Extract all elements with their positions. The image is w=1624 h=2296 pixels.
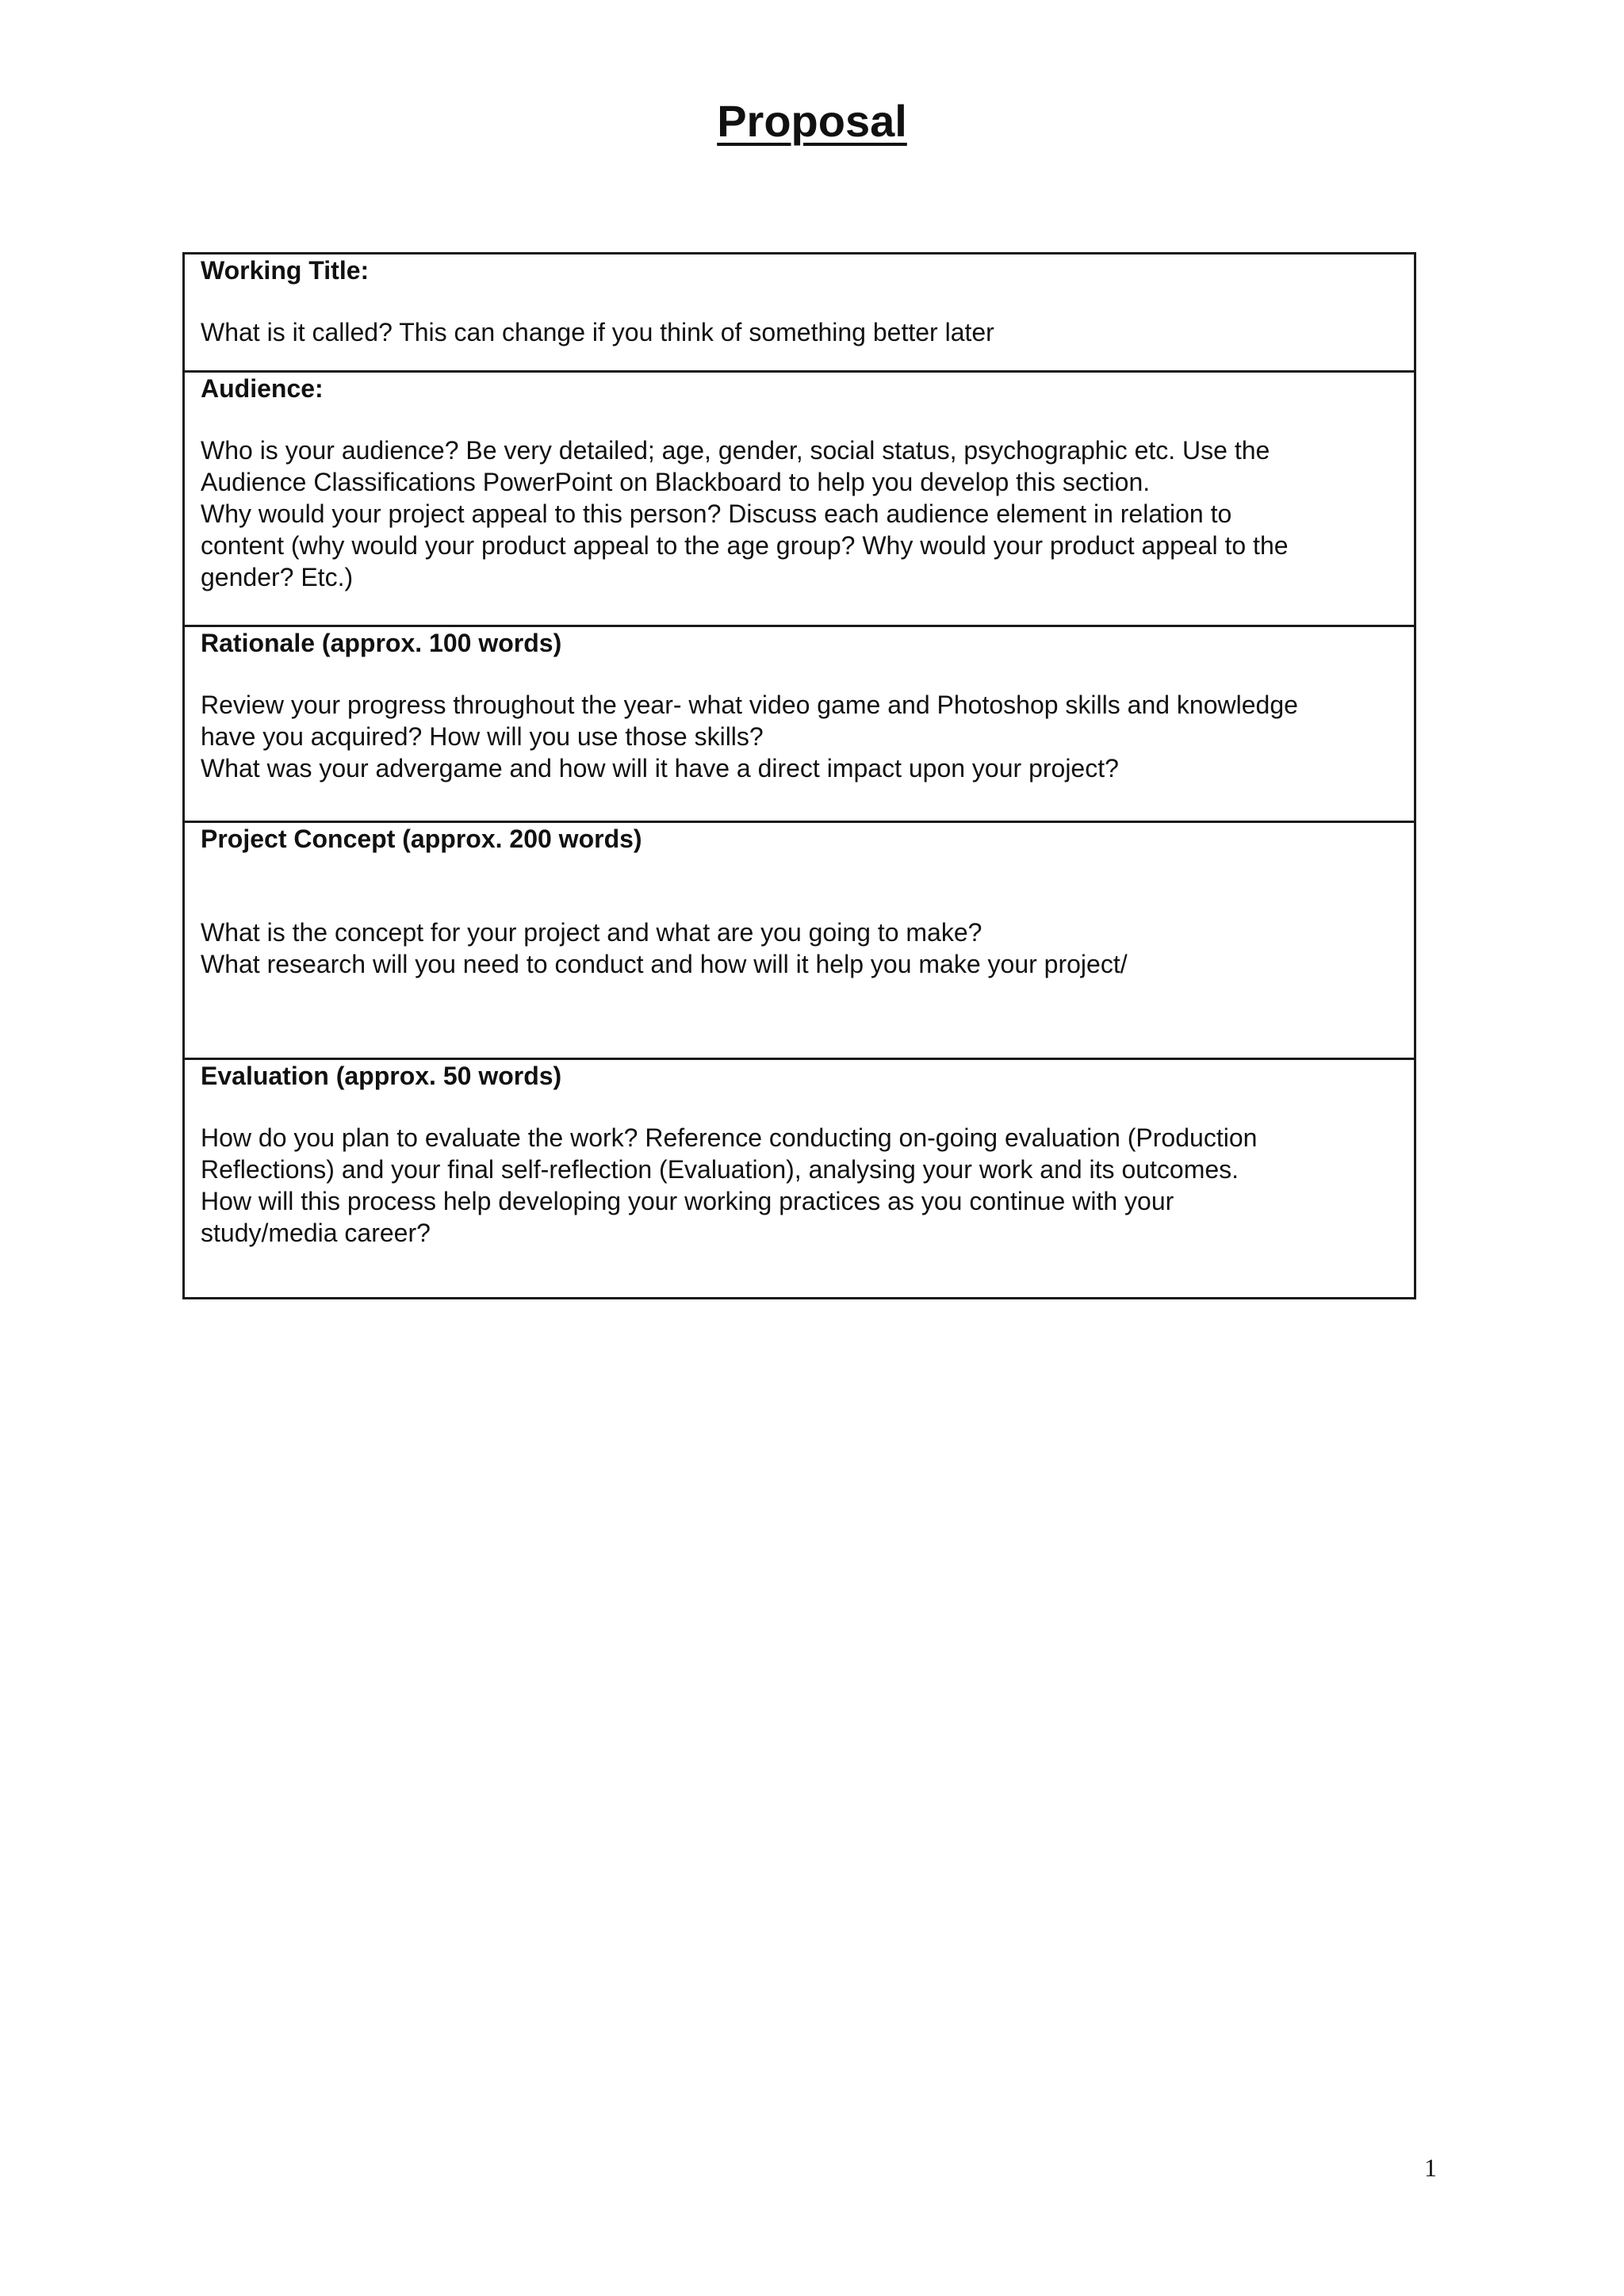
section-prompt [201,689,1395,784]
proposal-form-table [182,252,1416,1299]
section-working-title[interactable] [185,254,1414,373]
prompt-line: gender? Etc.) [201,563,354,591]
page-number: 1 [1424,2153,1437,2182]
page-title: Proposal [717,96,907,146]
prompt-line: Audience Classifications PowerPoint on Blackboard to help you develop this section. [201,468,1151,496]
prompt-line: What is the concept for your project and what are you going to make? [201,918,982,947]
section-heading: Working Title: [201,256,370,285]
prompt-line: Review your progress throughout the year- what video game and Photoshop skills and knowledge [201,691,1298,719]
prompt-line: have you acquired? How will you use those skills? [201,722,764,751]
prompt-line: How do you plan to evaluate the work? Reference conducting on-going evaluation (Production [201,1123,1258,1152]
section-prompt [201,434,1395,593]
section-prompt [201,1122,1395,1249]
prompt-line: Why would your project appeal to this person? Discuss each audience element in relation to [201,499,1232,528]
section-heading: Rationale (approx. 100 words) [201,629,562,657]
prompt-line: What was your advergame and how will it have a direct impact upon your project? [201,754,1119,783]
section-heading: Audience: [201,374,324,403]
prompt-line: Reflections) and your final self-reflection (Evaluation), analysing your work and its outcomes. [201,1155,1239,1184]
section-prompt [201,916,1395,980]
section-heading: Evaluation (approx. 50 words) [201,1062,562,1090]
section-project-concept[interactable] [185,823,1414,1060]
prompt-line: What research will you need to conduct and how will it help you make your project/ [201,950,1128,978]
section-evaluation[interactable] [185,1060,1414,1297]
prompt-line: Who is your audience? Be very detailed; age, gender, social status, psychographic etc. Use the [201,436,1270,465]
prompt-line: content (why would your product appeal to the age group? Why would your product appeal to the [201,531,1289,560]
section-rationale[interactable] [185,627,1414,823]
section-audience[interactable] [185,373,1414,627]
prompt-line: study/media career? [201,1219,431,1247]
prompt-line: How will this process help developing your working practices as you continue with your [201,1187,1174,1215]
section-heading: Project Concept (approx. 200 words) [201,825,642,853]
prompt-line: What is it called? This can change if you think of something better later [201,318,994,346]
section-prompt [201,316,1395,348]
